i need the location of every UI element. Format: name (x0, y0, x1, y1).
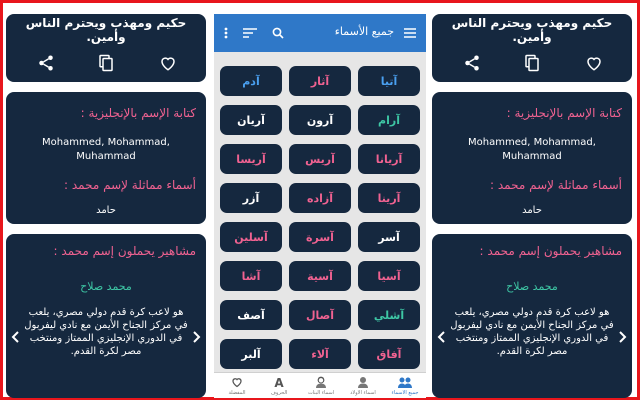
name-tile[interactable]: آرينا (358, 183, 420, 213)
boy-icon (355, 375, 371, 389)
name-tile[interactable]: آسيا (358, 261, 420, 291)
name-tile[interactable]: آريس (289, 144, 351, 174)
share-icon[interactable] (460, 52, 484, 74)
name-tile[interactable]: آشا (220, 261, 282, 291)
name-tile[interactable]: آثار (289, 66, 351, 96)
copy-icon[interactable] (520, 52, 544, 74)
sort-icon[interactable] (242, 25, 258, 41)
name-tile[interactable]: آشلي (358, 300, 420, 330)
more-vert-icon[interactable] (218, 25, 234, 41)
nav-item-label: المفضلة (228, 390, 246, 396)
name-tile[interactable]: آلاء (289, 339, 351, 369)
search-icon[interactable] (270, 25, 286, 41)
name-meaning-quote: حكيم ومهذب ويحترم الناس وأمين. (25, 16, 187, 44)
name-tile[interactable]: آسر (358, 222, 420, 252)
similar-heading: أسماء مماثلة لإسم محمد : (490, 178, 622, 192)
nav-item[interactable] (216, 373, 258, 398)
nav-item-label: الحروف (270, 390, 288, 396)
nav-item[interactable] (342, 373, 384, 398)
name-tile[interactable]: آسية (289, 261, 351, 291)
app-bar (214, 14, 426, 52)
famous-heading: مشاهير يحملون إسم محمد : (479, 244, 622, 258)
famous-card (6, 234, 206, 398)
english-heading: كتابة الإسم بالإنجليزية : (80, 106, 196, 120)
famous-name: محمد صلاح (80, 280, 132, 293)
english-heading: كتابة الإسم بالإنجليزية : (506, 106, 622, 120)
menu-icon[interactable] (402, 25, 418, 41)
nav-item[interactable] (300, 373, 342, 398)
chevron-left-icon[interactable] (436, 330, 446, 344)
chevron-left-icon[interactable] (10, 330, 20, 344)
name-meaning-quote: حكيم ومهذب ويحترم الناس وأمين. (451, 16, 613, 44)
info-card (432, 92, 632, 224)
nav-item-label: أسماء الأولاد (350, 390, 376, 396)
heart-icon[interactable] (582, 52, 606, 74)
nav-item[interactable] (258, 373, 300, 398)
bottom-navigation (214, 372, 426, 398)
names-grid (214, 52, 426, 372)
english-value-line2: Muhammad (76, 151, 136, 162)
name-tile[interactable]: آريانا (358, 144, 420, 174)
quote-card (6, 14, 206, 82)
name-tile[interactable]: آزر (220, 183, 282, 213)
chevron-right-icon[interactable] (192, 330, 202, 344)
name-tile[interactable]: آريان (220, 105, 282, 135)
name-tile[interactable]: آزاده (289, 183, 351, 213)
action-row (432, 52, 632, 74)
nav-item-label: أسماء البنات (307, 390, 335, 396)
svg-text:A: A (274, 376, 284, 388)
detail-panel-right (430, 14, 636, 398)
names-list-screen (214, 14, 426, 398)
info-card (6, 92, 206, 224)
english-value-line1: Mohammed, Mohammad, (468, 137, 596, 148)
name-tile[interactable]: آلبر (220, 339, 282, 369)
name-tile[interactable]: آصف (220, 300, 282, 330)
favorite-icon (229, 375, 245, 389)
name-tile[interactable]: آرام (358, 105, 420, 135)
chevron-right-icon[interactable] (618, 330, 628, 344)
letter-a-icon (271, 375, 287, 389)
name-tile[interactable]: آدم (220, 66, 282, 96)
famous-name: محمد صلاح (506, 280, 558, 293)
action-row (6, 52, 206, 74)
name-tile[interactable]: آصال (289, 300, 351, 330)
famous-bio: هو لاعب كرة قدم دولي مصري، يلعب في مركز الجناح الأيمن مع نادي ليفربول في الدوري الإنجليزي الممتاز ومنتخب مصر لكرة القدم. (450, 307, 614, 357)
similar-value: حامد (96, 205, 116, 216)
famous-card (432, 234, 632, 398)
people-icon (397, 375, 413, 389)
share-icon[interactable] (34, 52, 58, 74)
detail-panel-left (4, 14, 210, 398)
nav-item-label: جميع الأسماء (391, 390, 419, 396)
english-value-line1: Mohammed, Mohammad, (42, 137, 170, 148)
copy-icon[interactable] (94, 52, 118, 74)
name-tile[interactable]: آفاق (358, 339, 420, 369)
name-tile[interactable]: آسلين (220, 222, 282, 252)
quote-card (432, 14, 632, 82)
similar-value: حامد (522, 205, 542, 216)
nav-item[interactable] (384, 373, 426, 398)
famous-heading: مشاهير يحملون إسم محمد : (53, 244, 196, 258)
name-tile[interactable]: آريسا (220, 144, 282, 174)
similar-heading: أسماء مماثلة لإسم محمد : (64, 178, 196, 192)
name-tile[interactable]: آتيا (358, 66, 420, 96)
famous-bio: هو لاعب كرة قدم دولي مصري، يلعب في مركز الجناح الأيمن مع نادي ليفربول في الدوري الإنجليزي الممتاز ومنتخب مصر لكرة القدم. (24, 307, 188, 357)
app-title: جميع الأسماء (334, 25, 394, 38)
heart-icon[interactable] (156, 52, 180, 74)
girl-icon (313, 375, 329, 389)
name-tile[interactable]: آسرة (289, 222, 351, 252)
english-value-line2: Muhammad (502, 151, 562, 162)
name-tile[interactable]: آرون (289, 105, 351, 135)
